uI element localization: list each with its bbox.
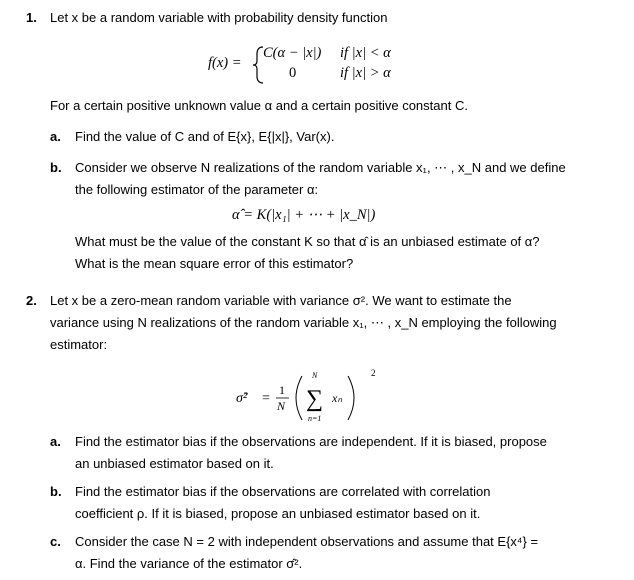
outer-exponent: 2 <box>371 368 376 378</box>
question-2b-text <box>75 481 605 525</box>
right-paren-icon <box>348 376 354 420</box>
summation-sign: ∑ <box>306 386 324 412</box>
question-1-context: For a certain positive unknown value α and a certain positive constant C. <box>50 98 468 113</box>
question-2a-text <box>75 431 605 475</box>
variance-estimator-formula <box>232 366 392 426</box>
estimator-formula: α̂ = K(|x₁| + ⋯ + |x_N|) <box>232 207 376 223</box>
sum-lower-limit: n=1 <box>308 414 322 423</box>
question-1b-question-1: What must be the value of the constant K so that α̂ is an unbiased estimate of α? <box>75 234 540 249</box>
question-2c-label: c. <box>50 534 61 549</box>
sum-upper-limit: N <box>312 371 318 380</box>
sigma-hat-squared: σ̂² <box>236 391 248 406</box>
pdf-lhs: f(x) = <box>208 55 242 71</box>
question-2a-label: a. <box>50 434 61 449</box>
question-2c-text <box>75 531 605 575</box>
question-1b-line-1: Consider we observe N realizations of the random variable x₁, ⋯ , x_N and we define <box>75 160 566 175</box>
question-2c-line-1: Consider the case N = 2 with independent observations and assume that E{x⁴} = <box>75 534 539 549</box>
question-1b-label: b. <box>50 160 62 175</box>
pdf-case-2-expr: 0 <box>289 65 297 81</box>
question-1a-label: a. <box>50 129 61 144</box>
question-1a-text: Find the value of C and of E{x}, E{|x|}, Var(x). <box>75 129 335 144</box>
question-2-intro-line-2: variance using N realizations of the random variable x₁, ⋯ , x_N employing the following <box>50 315 557 330</box>
question-1b-question-2: What is the mean square error of this estimator? <box>75 256 354 271</box>
question-2-intro-line-1: Let x be a zero-mean random variable with variance σ². We want to estimate the <box>50 293 512 308</box>
question-2c-line-2: α. Find the variance of the estimator σ̂². <box>75 556 303 571</box>
question-2a-line-2: an unbiased estimator based on it. <box>75 456 274 471</box>
question-2a-line-1: Find the estimator bias if the observations are independent. If it is biased, propose <box>75 434 547 449</box>
sum-term: xₙ <box>332 391 343 405</box>
question-2-intro-line-3: estimator: <box>50 337 108 352</box>
pdf-case-2-cond: if |x| > α <box>340 65 391 81</box>
pdf-formula <box>0 44 634 88</box>
question-1-intro: Let x be a random variable with probability density function <box>50 10 388 25</box>
question-2b-label: b. <box>50 484 62 499</box>
question-2-number: 2. <box>26 293 37 308</box>
fraction-numerator: 1 <box>279 383 285 397</box>
question-2b-line-1: Find the estimator bias if the observations are correlated with correlation <box>75 484 491 499</box>
left-paren-icon <box>296 376 302 420</box>
question-2-intro <box>50 290 610 356</box>
equals-sign: = <box>262 391 270 406</box>
pdf-case-1-expr: C(α − |x|) <box>263 45 322 61</box>
pdf-case-1-cond: if |x| < α <box>340 45 391 61</box>
fraction-denominator: N <box>277 399 286 413</box>
question-1-number: 1. <box>26 10 37 25</box>
question-1b-questions <box>75 231 615 275</box>
question-2b-line-2: coefficient ρ. If it is biased, propose an unbiased estimator based on it. <box>75 506 481 521</box>
question-1b-line-2: the following estimator of the parameter α: <box>75 182 319 197</box>
question-1b-text <box>75 157 595 201</box>
